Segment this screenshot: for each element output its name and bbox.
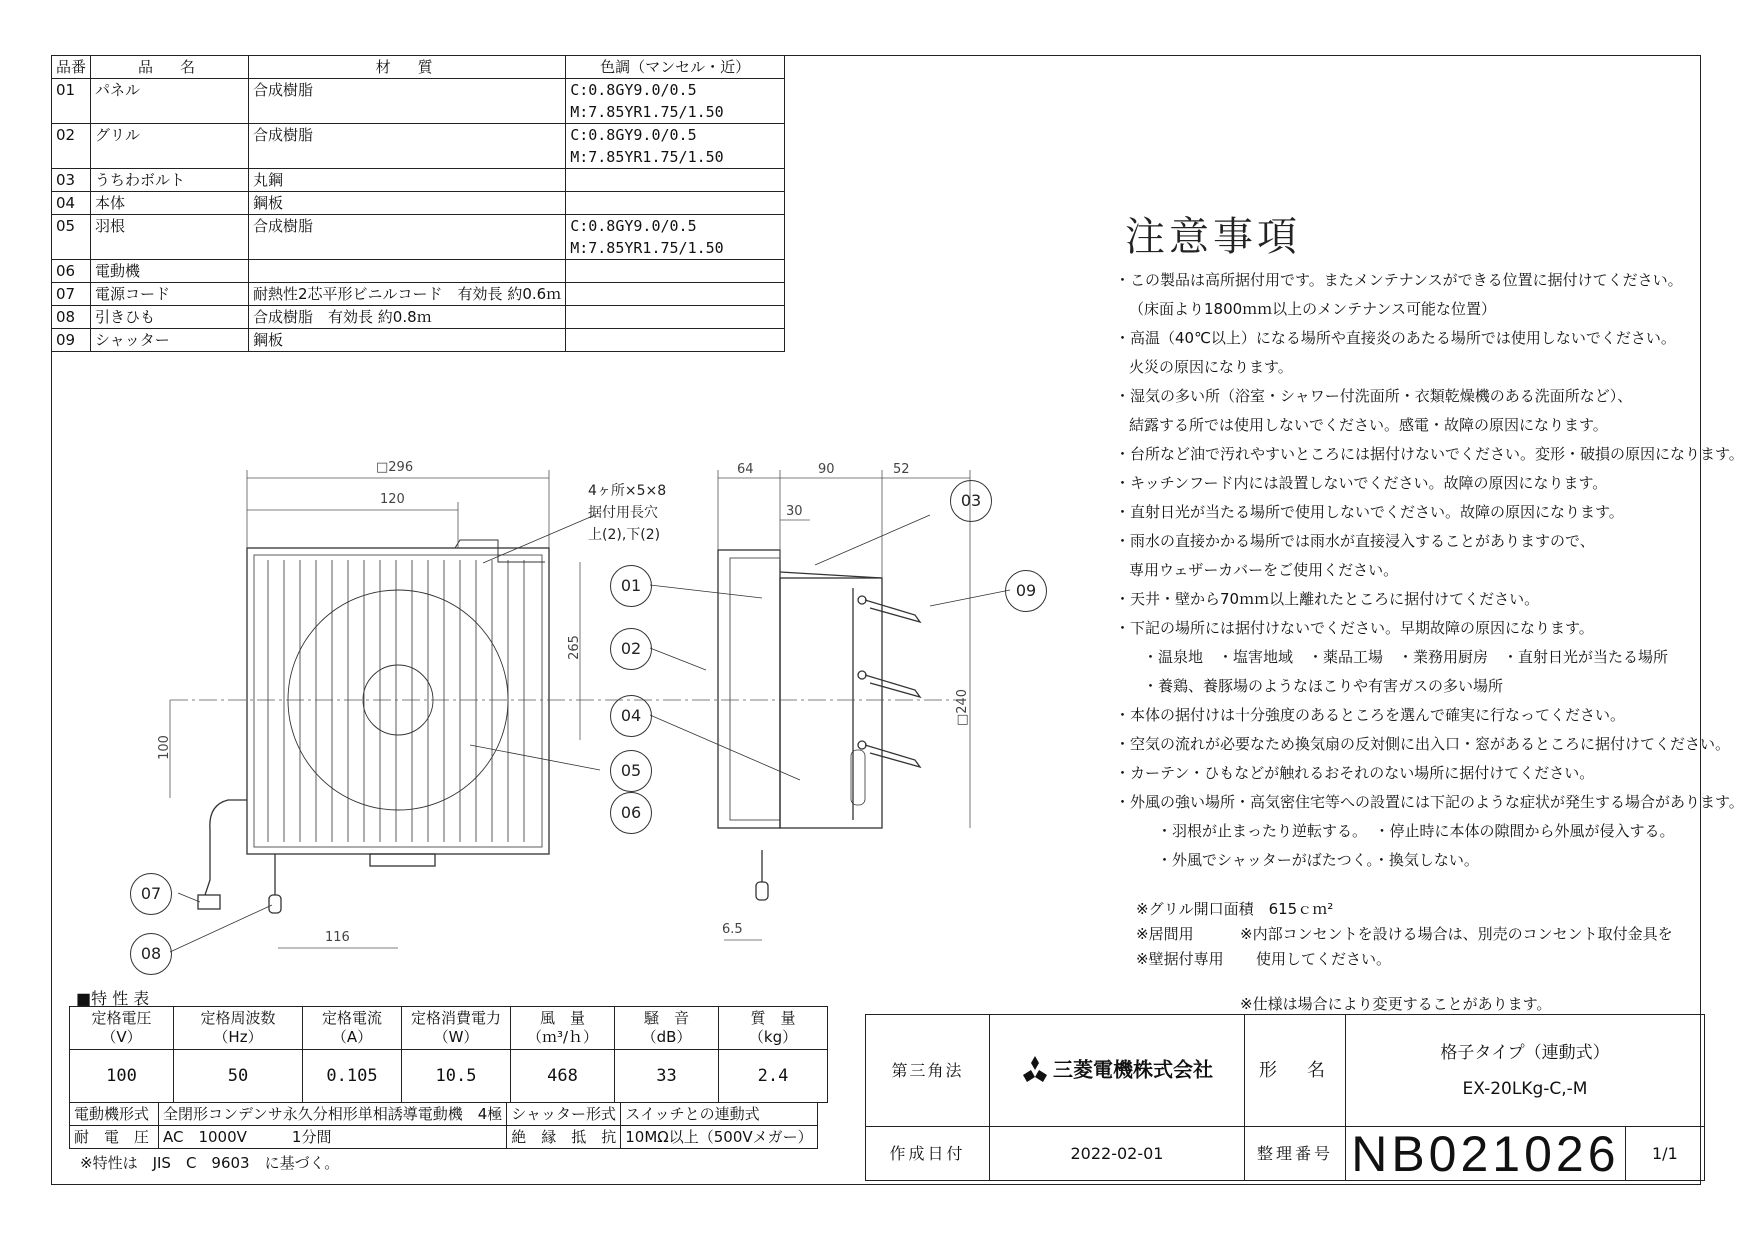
note-item: ・雨水の直接かかる場所では雨水が直接浸入することがありますので、 bbox=[1115, 532, 1595, 550]
front-bottom-tab bbox=[370, 854, 435, 866]
parts-no: 08 bbox=[52, 306, 91, 329]
spec-header-line: （V） bbox=[101, 1028, 142, 1046]
dim-30: 30 bbox=[786, 504, 803, 519]
dim-240: □240 bbox=[955, 688, 971, 727]
parts-name: 羽根 bbox=[91, 215, 249, 260]
spec-header bbox=[511, 1007, 615, 1050]
parts-name: 引きひも bbox=[91, 306, 249, 329]
note-item: 結露する所では使用しないでください。感電・故障の原因になります。 bbox=[1129, 416, 1608, 434]
note-item: ・温泉地 ・塩害地域 ・薬品工場 ・業務用厨房 ・直射日光が当たる場所 bbox=[1143, 648, 1669, 666]
parts-no: 09 bbox=[52, 329, 91, 352]
doc-number: NB021026 bbox=[1346, 1127, 1626, 1181]
doc-no-label: 整理番号 bbox=[1245, 1127, 1346, 1181]
title-block bbox=[865, 1014, 1705, 1181]
callout-07: 07 bbox=[130, 873, 172, 915]
parts-material: 耐熱性2芯平形ビニルコード 有効長 約0.6ｍ bbox=[249, 283, 566, 306]
spec-footnote: ※特性は JIS C 9603 に基づく。 bbox=[80, 1154, 340, 1172]
spec-header-line: （A） bbox=[331, 1028, 373, 1046]
note-item: （床面より1800ｍｍ以上のメンテナンス可能な位置） bbox=[1129, 300, 1496, 318]
note-item: ・この製品は高所据付用です。またメンテナンスができる位置に据付けてください。 bbox=[1115, 271, 1683, 289]
parts-name: 電源コード bbox=[91, 283, 249, 306]
note-item: ・高温（40℃以上）になる場所や直接炎のあたる場所では使用しないでください。 bbox=[1115, 329, 1676, 347]
parts-no: 05 bbox=[52, 215, 91, 260]
spec-header bbox=[719, 1007, 828, 1050]
spec-header-line: 定格消費電力 bbox=[410, 1009, 501, 1027]
shutter-value: スイッチとの連動式 bbox=[621, 1103, 817, 1126]
spec-header-line: 定格周波数 bbox=[200, 1009, 276, 1027]
page-number: 1/1 bbox=[1625, 1127, 1704, 1181]
voltage-label: 耐 電 圧 bbox=[70, 1126, 159, 1149]
voltage-value: AC 1000V 1分間 bbox=[159, 1126, 507, 1149]
spec-header bbox=[174, 1007, 303, 1050]
motor-value: 全閉形コンデンサ永久分相形単相誘導電動機 4極 bbox=[159, 1103, 507, 1126]
parts-material: 丸鋼 bbox=[249, 169, 566, 192]
parts-color-line: M:7.85YR1.75/1.50 bbox=[570, 239, 724, 257]
spec-value: 10.5 bbox=[402, 1050, 511, 1103]
note-item: ・湿気の多い所（浴室・シャワー付洗面所・衣類乾燥機のある洗面所など）、 bbox=[1115, 387, 1633, 405]
remark-outlet-1: ※内部コンセントを設ける場合は、別売のコンセント取付金具を bbox=[1240, 925, 1673, 943]
spec-header-line: （ｍ³/ｈ） bbox=[526, 1028, 599, 1046]
power-cord bbox=[205, 800, 247, 895]
spec-header-line: 風 量 bbox=[539, 1009, 585, 1027]
note-item: 専用ウェザーカバーをご使用ください。 bbox=[1129, 561, 1399, 579]
spec-header bbox=[303, 1007, 402, 1050]
remark-outlet-2: 使用してください。 bbox=[1256, 950, 1392, 968]
parts-material: 鋼板 bbox=[249, 192, 566, 215]
company-name: 三菱電機株式会社 bbox=[1053, 1057, 1213, 1081]
spec-value: 50 bbox=[174, 1050, 303, 1103]
dim-64: 64 bbox=[737, 462, 754, 477]
parts-name: うちわボルト bbox=[91, 169, 249, 192]
parts-no: 07 bbox=[52, 283, 91, 306]
date-value: 2022-02-01 bbox=[990, 1127, 1245, 1181]
note-item: ・キッチンフード内には設置しないでください。故障の原因になります。 bbox=[1115, 474, 1608, 492]
insulation-label: 絶 縁 抵 抗 bbox=[507, 1126, 621, 1149]
remark-spec-change: ※仕様は場合により変更することがあります。 bbox=[1240, 995, 1552, 1013]
hole-note: 4ヶ所×5×8 据付用長穴 上(2),下(2) bbox=[588, 483, 667, 543]
callout-02: 02 bbox=[610, 628, 652, 670]
spec-value: 0.105 bbox=[303, 1050, 402, 1103]
callout-06: 06 bbox=[610, 792, 652, 834]
note-item: ・直射日光が当たる場所で使用しないでください。故障の原因になります。 bbox=[1115, 503, 1624, 521]
spec-header bbox=[615, 1007, 719, 1050]
parts-no: 04 bbox=[52, 192, 91, 215]
callout-09: 09 bbox=[1005, 570, 1047, 612]
note-item: ・下記の場所には据付けないでください。早期故障の原因になります。 bbox=[1115, 619, 1594, 637]
front-panel-outline bbox=[247, 548, 549, 854]
parts-material: 合成樹脂 有効長 約0.8ｍ bbox=[249, 306, 566, 329]
remark-grill-area: ※グリル開口面積 615ｃｍ² bbox=[1136, 900, 1334, 918]
spec-header-line: 騒 音 bbox=[643, 1009, 689, 1027]
spec-value: 100 bbox=[70, 1050, 174, 1103]
spec-header-line: （kg） bbox=[748, 1028, 798, 1046]
parts-color-line: C:0.8GY9.0/0.5 bbox=[570, 81, 697, 99]
parts-header-material: 材 質 bbox=[249, 56, 566, 79]
note-item: ・外風でシャッターがばたつく。・換気しない。 bbox=[1157, 851, 1479, 869]
spec-header bbox=[70, 1007, 174, 1050]
spec-title: ■特 性 表 bbox=[76, 989, 150, 1008]
note-item: ・天井・壁から70ｍｍ以上離れたところに据付けてください。 bbox=[1115, 590, 1540, 608]
parts-material: 合成樹脂 bbox=[249, 79, 566, 124]
projection-method: 第三角法 bbox=[866, 1015, 990, 1127]
spec-header-line: （dB） bbox=[641, 1028, 692, 1046]
mitsubishi-logo-icon bbox=[1021, 1056, 1049, 1086]
dim-116: 116 bbox=[325, 930, 350, 945]
notes-title: 注意事項 bbox=[1125, 214, 1301, 260]
dim-52: 52 bbox=[893, 462, 910, 477]
cord-plug bbox=[198, 895, 220, 909]
spec-header-line: （W） bbox=[433, 1028, 479, 1046]
grill-bars bbox=[268, 560, 524, 842]
note-item: ・台所など油で汚れやすいところには据付けないでください。変形・破損の原因になります。 bbox=[1115, 445, 1744, 463]
parts-header-no: 品番 bbox=[52, 56, 91, 79]
note-item: 火災の原因になります。 bbox=[1129, 358, 1293, 376]
dim-100: 100 bbox=[156, 735, 172, 760]
parts-no: 01 bbox=[52, 79, 91, 124]
parts-material: 合成樹脂 bbox=[249, 215, 566, 260]
shutter-label: シャッター形式 bbox=[507, 1103, 621, 1126]
dim-265: 265 bbox=[566, 635, 582, 660]
model-cell bbox=[1346, 1015, 1705, 1127]
spec-header-line: （Hz） bbox=[213, 1028, 263, 1046]
dim-90: 90 bbox=[818, 462, 835, 477]
model-label: 形 名 bbox=[1245, 1015, 1346, 1127]
parts-color-line: M:7.85YR1.75/1.50 bbox=[570, 103, 724, 121]
dim-6-5: 6.5 bbox=[722, 922, 743, 937]
parts-name: 本体 bbox=[91, 192, 249, 215]
front-top-bracket bbox=[455, 540, 545, 562]
model-type: 格子タイプ（連動式） bbox=[1440, 1042, 1610, 1063]
parts-color-line: M:7.85YR1.75/1.50 bbox=[570, 148, 724, 166]
parts-name: グリル bbox=[91, 124, 249, 169]
parts-no: 06 bbox=[52, 260, 91, 283]
dim-296: □296 bbox=[376, 460, 414, 475]
note-item: ・空気の流れが必要なため換気扇の反対側に出入口・窓があるところに据付けてください。 bbox=[1115, 735, 1731, 753]
spec-value: 33 bbox=[615, 1050, 719, 1103]
parts-color-line: C:0.8GY9.0/0.5 bbox=[570, 217, 697, 235]
parts-no: 03 bbox=[52, 169, 91, 192]
note-item: ・養鶏、養豚場のようなほこりや有害ガスの多い場所 bbox=[1143, 677, 1504, 695]
spec-table bbox=[69, 1006, 828, 1103]
parts-material: 鋼板 bbox=[249, 329, 566, 352]
parts-header-name: 品 名 bbox=[91, 56, 249, 79]
parts-name: パネル bbox=[91, 79, 249, 124]
parts-no: 02 bbox=[52, 124, 91, 169]
parts-header-color: 色調（マンセル・近） bbox=[566, 56, 785, 79]
remark-living: ※居間用 bbox=[1136, 925, 1194, 943]
insulation-value: 10MΩ以上（500Vメガー） bbox=[621, 1126, 817, 1149]
parts-color-line: C:0.8GY9.0/0.5 bbox=[570, 126, 697, 144]
spec-header bbox=[402, 1007, 511, 1050]
spec-value: 2.4 bbox=[719, 1050, 828, 1103]
note-item: ・外風の強い場所・高気密住宅等への設置には下記のような症状が発生する場合があります。 bbox=[1115, 793, 1744, 811]
side-body bbox=[780, 578, 882, 828]
spec-header-line: 質 量 bbox=[750, 1009, 796, 1027]
date-label: 作成日付 bbox=[866, 1127, 990, 1181]
spec-extra-table bbox=[69, 1102, 818, 1149]
side-panel bbox=[718, 550, 780, 828]
callout-05: 05 bbox=[610, 750, 652, 792]
spec-value: 468 bbox=[511, 1050, 615, 1103]
parts-material: 合成樹脂 bbox=[249, 124, 566, 169]
motor-label: 電動機形式 bbox=[70, 1103, 159, 1126]
front-panel-inner bbox=[254, 555, 542, 847]
callout-04: 04 bbox=[610, 695, 652, 737]
note-item: ・羽根が止まったり逆転する。 ・停止時に本体の隙間から外風が侵入する。 bbox=[1157, 822, 1675, 840]
callout-01: 01 bbox=[610, 565, 652, 607]
note-item: ・カーテン・ひもなどが触れるおそれのない場所に据付けてください。 bbox=[1115, 764, 1595, 782]
spec-header-line: 定格電流 bbox=[321, 1009, 382, 1027]
callout-08: 08 bbox=[130, 933, 172, 975]
dim-120: 120 bbox=[380, 492, 405, 507]
pull-knob bbox=[269, 895, 281, 913]
callout-03: 03 bbox=[950, 480, 992, 522]
spec-header-line: 定格電圧 bbox=[91, 1009, 152, 1027]
company-cell bbox=[990, 1015, 1245, 1127]
model-number: EX-20LKg-C,-M bbox=[1462, 1078, 1588, 1099]
parts-name: シャッター bbox=[91, 329, 249, 352]
note-item: ・本体の据付けは十分強度のあるところを選んで確実に行なってください。 bbox=[1115, 706, 1626, 724]
remark-wall: ※壁据付専用 bbox=[1136, 950, 1224, 968]
parts-name: 電動機 bbox=[91, 260, 249, 283]
